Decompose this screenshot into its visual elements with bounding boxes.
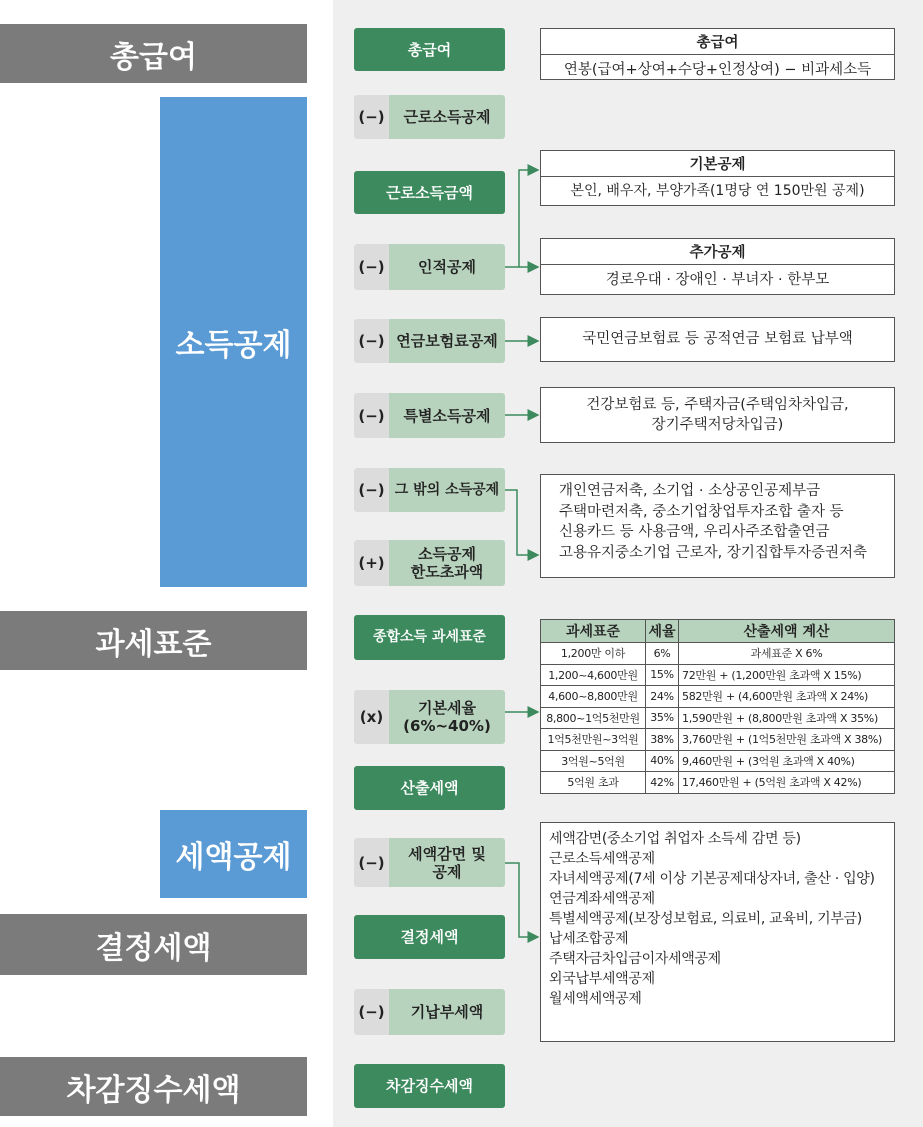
basic-rate-line1: 기본세율: [418, 699, 476, 717]
tax-reduction-line2: 공제: [432, 862, 462, 881]
deduction-limit-line1: 소득공제: [418, 545, 476, 563]
step-comprehensive-tax-base: 종합소득 과세표준: [354, 615, 505, 660]
tax-reduction-line1: 세액감면 및: [408, 844, 486, 863]
box-additional-deduction-header: 추가공제: [541, 239, 894, 265]
table-cell-rate: 40%: [646, 750, 679, 772]
box-other-line: 개인연금저축, 소기업 · 소상공인공제부금: [559, 483, 821, 499]
box-credit-line: 연금계좌세액공제: [549, 891, 655, 908]
table-cell-tax-base: 8,800~1억5천만원: [541, 707, 646, 729]
table-cell-tax-base: 5억원 초과: [541, 772, 646, 794]
label-income-deduction-text: 소득공제: [175, 328, 292, 363]
table-header-tax-base: 과세표준: [541, 620, 646, 643]
table-cell-tax-base: 4,600~8,800만원: [541, 686, 646, 708]
box-credit-line: 세액감면(중소기업 취업자 소득세 감면 등): [549, 831, 801, 847]
table-cell-tax-base: 1,200~4,600만원: [541, 664, 646, 686]
step-net-withholding: 차감징수세액: [354, 1064, 505, 1108]
table-cell-calculation: 72만원 + (1,200만원 초과액 X 15%): [679, 664, 895, 686]
step-pension-premium-deduction: 연금보험료공제: [389, 319, 505, 363]
deduction-limit-line2: 한도초과액: [410, 563, 484, 581]
box-credit-line: 특별세액공제(보장성보험료, 의료비, 교육비, 기부금): [549, 911, 862, 928]
label-gross-pay-text: 총급여: [110, 39, 197, 75]
table-cell-calculation: 9,460만원 + (3억원 초과액 X 40%): [679, 750, 895, 772]
table-cell-tax-base: 3억원~5억원: [541, 750, 646, 772]
step-personal-deduction: 인적공제: [389, 244, 505, 290]
table-cell-calculation: 17,460만원 + (5억원 초과액 X 42%): [679, 772, 895, 794]
table-cell-tax-base: 1,200만 이하: [541, 643, 646, 665]
op-minus: (−): [354, 468, 389, 512]
table-cell-tax-base: 1억5천만원~3억원: [541, 729, 646, 751]
label-determined-tax-text: 결정세액: [95, 930, 212, 966]
box-credit-line: 주택자금차입금이자세액공제: [549, 951, 721, 968]
box-credit-line: 자녀세액공제(7세 이상 기본공제대상자녀, 출산 · 입양): [549, 871, 875, 888]
table-header-calculation: 산출세액 계산: [679, 620, 895, 643]
box-gross-pay-header: 총급여: [541, 29, 894, 55]
box-credit-line: 월세액세액공제: [549, 991, 642, 1008]
table-cell-rate: 38%: [646, 729, 679, 751]
step-special-income-deduction: 특별소득공제: [389, 393, 505, 438]
box-other-line: 주택마련저축, 중소기업창업투자조합 출자 등: [559, 503, 844, 520]
connector-personal-deduction: [505, 170, 538, 267]
box-special-line: 건강보험료 등, 주택자금(주택임차차입금,: [586, 396, 849, 413]
connector-other: [505, 490, 538, 555]
table-cell-rate: 24%: [646, 686, 679, 708]
op-minus: (−): [354, 989, 389, 1035]
op-minus: (−): [354, 319, 389, 363]
label-tax-base-text: 과세표준: [95, 626, 212, 662]
table-cell-calculation: 582만원 + (4,600만원 초과액 X 24%): [679, 686, 895, 708]
op-minus: (−): [354, 244, 389, 290]
table-cell-calculation: 과세표준 X 6%: [679, 643, 895, 665]
box-special-line: 장기주택저당차입금): [651, 417, 784, 433]
table-cell-rate: 42%: [646, 772, 679, 794]
box-gross-pay-body: 연봉(급여+상여+수당+인정상여) − 비과세소득: [563, 62, 872, 78]
table-cell-rate: 15%: [646, 664, 679, 686]
box-credit-line: 외국납부세액공제: [549, 971, 655, 988]
box-basic-deduction-header: 기본공제: [541, 151, 894, 177]
label-tax-credit-text: 세액공제: [175, 840, 292, 875]
table-cell-rate: 35%: [646, 707, 679, 729]
box-credit-line: 납세조합공제: [549, 931, 629, 948]
step-determined-tax: 결정세액: [354, 915, 505, 959]
box-pension-text: 국민연금보험료 등 공적연금 보험료 납부액: [582, 330, 853, 347]
basic-rate-line2: (6%~40%): [403, 717, 491, 735]
step-earned-income-amount: 근로소득금액: [354, 171, 505, 214]
step-calculated-tax: 산출세액: [354, 766, 505, 810]
step-prepaid-tax: 기납부세액: [389, 989, 505, 1035]
box-other-line: 신용카드 등 사용금액, 우리사주조합출연금: [559, 524, 830, 541]
table-cell-rate: 6%: [646, 643, 679, 665]
op-plus: (+): [354, 540, 389, 586]
step-earned-income-deduction: 근로소득공제: [389, 95, 505, 139]
box-additional-deduction-body: 경로우대 · 장애인 · 부녀자 · 한부모: [605, 272, 830, 288]
box-credit-line: 근로소득세액공제: [549, 851, 655, 868]
step-gross-pay: 총급여: [354, 28, 505, 71]
op-times: (x): [354, 690, 389, 744]
box-other-line: 고용유지중소기업 근로자, 장기집합투자증권저축: [559, 544, 867, 561]
label-net-withholding-text: 차감징수세액: [66, 1072, 241, 1108]
connector-tax-credits: [505, 863, 538, 937]
step-other-income-deduction: 그 밖의 소득공제: [389, 468, 505, 512]
op-minus: (−): [354, 95, 389, 139]
op-minus: (−): [354, 393, 389, 438]
box-basic-deduction-body: 본인, 배우자, 부양가족(1명당 연 150만원 공제): [570, 183, 865, 199]
table-header-rate: 세율: [646, 620, 679, 643]
table-cell-calculation: 1,590만원 + (8,800만원 초과액 X 35%): [679, 707, 895, 729]
table-cell-calculation: 3,760만원 + (1억5천만원 초과액 X 38%): [679, 729, 895, 751]
op-minus: (−): [354, 838, 389, 887]
